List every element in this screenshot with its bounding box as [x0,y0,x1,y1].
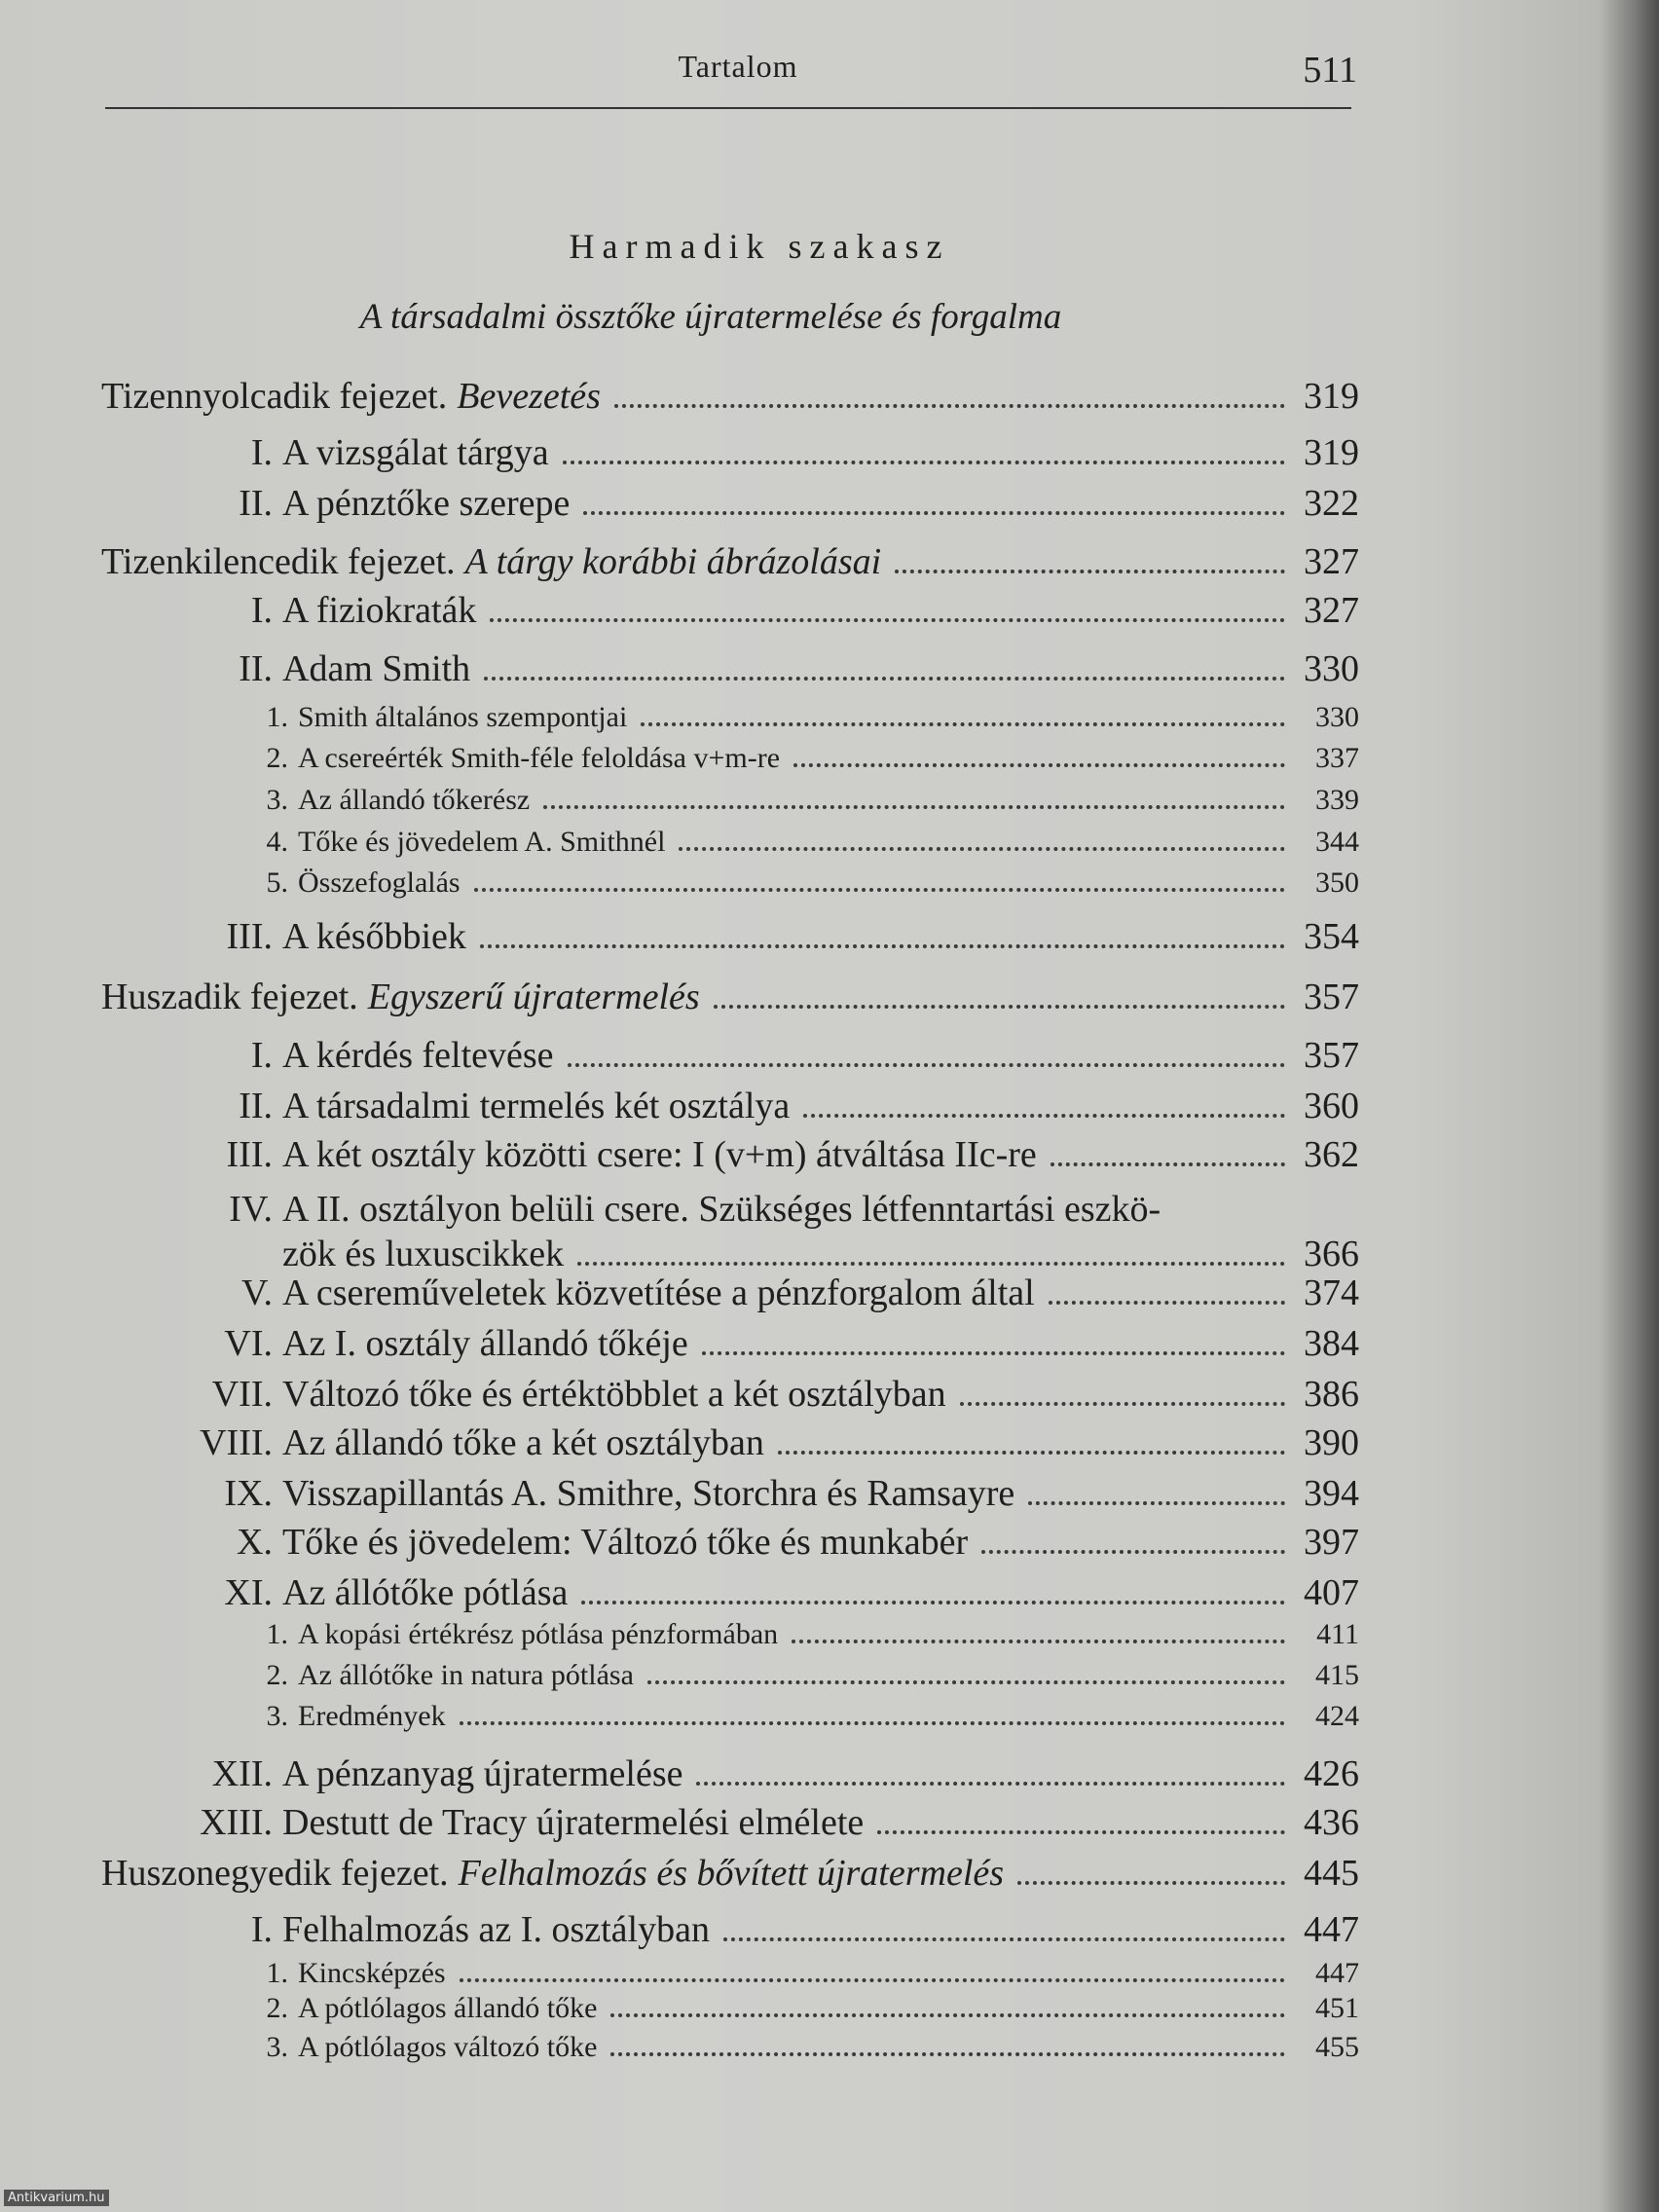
entry-page-number: 447 [1304,1909,1359,1950]
header-page-number: 511 [1303,50,1357,91]
entry-number: I. [250,432,273,473]
entry-number: II. [239,483,273,524]
toc-entry [146,431,1359,480]
entry-title: Kincsképzés [298,1957,446,1989]
entry-page-number: 394 [1304,1473,1359,1514]
entry-page-number: 319 [1304,432,1359,473]
header-title: Tartalom [678,49,798,84]
toc-entry [146,1085,1359,1133]
book-spine-shadow [1601,0,1659,2212]
dot-leader [460,1978,1285,1982]
entry-page-number: 447 [1315,1957,1359,1989]
entry-number: 2. [266,742,288,774]
entry-number: IV. [229,1189,273,1230]
entry-title: A társadalmi termelés két osztálya [282,1086,791,1126]
toc-entry [146,1373,1359,1421]
entry-page-number: 426 [1304,1753,1359,1794]
dot-leader [480,944,1285,948]
dot-leader [484,677,1285,681]
chapter-prefix: Huszadik fejezet. [101,977,358,1017]
entry-page-number: 362 [1304,1134,1359,1175]
dot-leader [641,722,1285,726]
entry-page-number: 415 [1315,1659,1359,1691]
entry-title: Tőke és jövedelem A. Smithnél [298,826,666,858]
entry-number: X. [237,1522,273,1563]
toc-entry [146,1272,1359,1320]
dot-leader [610,2013,1285,2017]
entry-page-number: 344 [1315,826,1359,858]
toc-entry [101,976,1359,1024]
dot-leader [1049,1301,1285,1305]
chapter-prefix: Tizennyolcadik fejezet. [101,376,448,417]
dot-leader [778,1451,1285,1455]
entry-number: IX. [224,1473,273,1514]
entry-number: VIII. [200,1422,273,1463]
toc-entry [146,1034,1359,1083]
toc-entry [240,1700,1359,1749]
entry-title: Tőke és jövedelem: Változó tőke és munkabér [282,1522,969,1563]
dot-leader [577,1262,1285,1266]
dot-leader [792,1640,1285,1643]
entry-number: I. [250,590,273,631]
entry-title: A csereműveletek közvetítése a pénzforgalom által [282,1272,1035,1313]
dot-leader [568,1063,1285,1067]
entry-page-number: 407 [1304,1572,1359,1613]
toc-entry [146,1521,1359,1569]
dot-leader [702,1351,1285,1355]
entry-number: 2. [266,1992,288,2024]
dot-leader [583,511,1285,515]
entry-number: I. [250,1909,273,1950]
entry-page-number: 436 [1304,1802,1359,1843]
entry-page-number: 397 [1304,1522,1359,1563]
entry-title: A pénztőke szerepe [282,483,571,524]
entry-page-number: 374 [1304,1272,1359,1313]
dot-leader [895,570,1285,573]
toc-entry [146,1571,1359,1620]
entry-page-number: 424 [1315,1700,1359,1732]
entry-title: Az állótőke pótlása [282,1572,569,1613]
entry-title: A csereérték Smith-féle feloldása v+m-re [298,742,781,774]
chapter-title: Felhalmozás és bővített újratermelés [458,1853,1005,1894]
dot-leader [563,461,1285,464]
entry-page-number: 384 [1304,1323,1359,1364]
watermark: Antikvarium.hu [4,2190,109,2206]
entry-page-number: 339 [1315,784,1359,816]
chapter-title: Egyszerű újratermelés [367,977,700,1017]
entry-title: Smith általános szempontjai [298,701,628,733]
entry-page-number: 319 [1304,376,1359,417]
running-header [105,45,1357,109]
entry-page-number: 411 [1316,1618,1359,1650]
dot-leader [543,805,1285,809]
entry-title: Eredmények [298,1700,446,1732]
toc-entry [146,1133,1359,1182]
toc-entry [101,1852,1359,1900]
entry-title: Az állandó tőkerész [298,784,531,816]
dot-leader [1017,1881,1285,1885]
toc-entry [146,647,1359,696]
entry-title: A kérdés feltevése [282,1035,554,1076]
toc-entry [146,1322,1359,1371]
entry-page-number: 337 [1315,742,1359,774]
entry-number: I. [250,1035,273,1076]
entry-page-number: 357 [1304,977,1359,1017]
toc-entry [146,1188,1359,1236]
entry-number: 1. [266,701,288,733]
entry-page-number: 354 [1304,916,1359,957]
dot-leader [981,1550,1285,1554]
entry-number: III. [226,916,273,957]
entry-title: Az állandó tőke a két osztályban [282,1422,764,1463]
toc-entry [146,482,1359,531]
entry-title-continuation: zök és luxuscikkek [282,1234,565,1274]
entry-title: A két osztály közötti csere: I (v+m) átváltása IIc-re [282,1134,1037,1175]
dot-leader [803,1114,1285,1118]
dot-leader [877,1830,1285,1834]
entry-number: 3. [266,1700,288,1732]
entry-number: XII. [211,1753,273,1794]
chapter-prefix: Huszonegyedik fejezet. [101,1853,449,1894]
entry-number: VI. [224,1323,273,1364]
entry-title: Az I. osztály állandó tőkéje [282,1323,688,1364]
entry-number: V. [240,1272,273,1313]
entry-page-number: 327 [1304,590,1359,631]
toc-entry [101,540,1359,589]
entry-number: II. [239,648,273,689]
dot-leader [614,404,1285,408]
toc-entry [146,915,1359,964]
entry-page-number: 445 [1304,1853,1359,1894]
entry-number: II. [239,1086,273,1126]
toc-entry [146,1908,1359,1957]
entry-number: XI. [224,1572,273,1613]
entry-page-number: 330 [1315,701,1359,733]
toc-entry [240,866,1359,915]
entry-title: A későbbiek [282,916,466,957]
toc-entry [146,1421,1359,1470]
entry-title: Visszapillantás A. Smithre, Storchra és Ramsayre [282,1473,1015,1514]
entry-page-number: 357 [1304,1035,1359,1076]
dot-leader [460,1721,1285,1725]
entry-number: 4. [266,826,288,858]
entry-number: VII. [211,1374,273,1415]
entry-number: XIII. [200,1802,273,1843]
dot-leader [960,1402,1285,1406]
entry-page-number: 451 [1315,1992,1359,2024]
toc-entry [146,589,1359,638]
dot-leader [490,618,1285,622]
dot-leader [793,763,1285,767]
entry-page-number: 386 [1304,1374,1359,1415]
entry-page-number: 327 [1304,541,1359,582]
entry-page-number: 322 [1304,483,1359,524]
entry-number: 5. [266,866,288,899]
dot-leader [647,1680,1285,1684]
dot-leader [723,1937,1285,1941]
toc-entry [101,375,1359,424]
dot-leader [474,888,1285,892]
dot-leader [714,1005,1285,1009]
chapter-title: A tárgy korábbi ábrázolásai [464,541,882,582]
entry-number: III. [226,1134,273,1175]
toc-entry [240,2031,1359,2080]
entry-title: Az állótőke in natura pótlása [298,1659,634,1691]
dot-leader [1051,1162,1285,1166]
dot-leader [581,1601,1285,1604]
chapter-prefix: Tizenkilencedik fejezet. [101,541,456,582]
entry-title: Összefoglalás [298,866,461,899]
entry-title: Adam Smith [282,648,471,689]
toc-entry [146,1752,1359,1801]
dot-leader [1028,1501,1285,1505]
entry-page-number: 330 [1304,648,1359,689]
entry-title: A pénzanyag újratermelése [282,1753,683,1794]
dot-leader [679,847,1285,851]
entry-title: A kopási értékrész pótlása pénzformában [298,1618,779,1650]
entry-page-number: 366 [1304,1234,1359,1274]
entry-number: 2. [266,1659,288,1691]
entry-page-number: 360 [1304,1086,1359,1126]
entry-number: 3. [266,784,288,816]
entry-page-number: 390 [1304,1422,1359,1463]
entry-title: A II. osztályon belüli csere. Szükséges létfenntartási eszkö- [282,1189,1161,1230]
section-subtitle: A társadalmi össztőke újratermelése és forgalma [359,297,1062,337]
toc-entry [146,1472,1359,1521]
entry-page-number: 350 [1315,866,1359,899]
entry-title: A vizsgálat tárgya [282,432,549,473]
entry-title: A pótlólagos változó tőke [298,2031,598,2063]
entry-title: Változó tőke és értéktöbblet a két osztályban [282,1374,946,1415]
entry-title: A pótlólagos állandó tőke [298,1992,598,2024]
section-title: Harmadik szakasz [569,227,950,266]
dot-leader [610,2052,1285,2056]
chapter-title: Bevezetés [457,376,601,417]
entry-number: 1. [266,1957,288,1989]
entry-title: A fiziokraták [282,590,477,631]
entry-title: Destutt de Tracy újratermelési elmélete [282,1802,865,1843]
toc-entry [146,1801,1359,1850]
dot-leader [696,1782,1285,1786]
entry-number: 3. [266,2031,288,2063]
entry-title: Felhalmozás az I. osztályban [282,1909,710,1950]
entry-page-number: 455 [1315,2031,1359,2063]
entry-number: 1. [266,1618,288,1650]
